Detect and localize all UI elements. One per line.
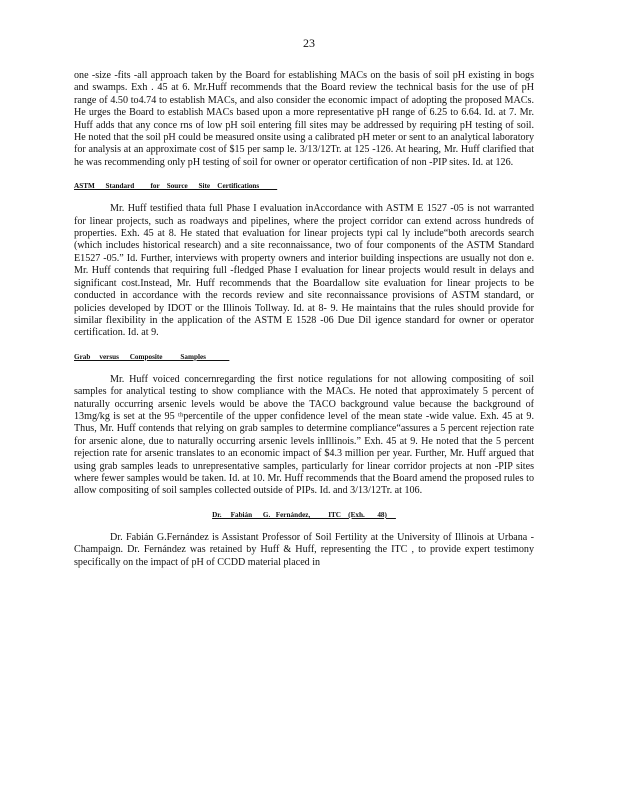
- paragraph-astm: Mr. Huff testified thata full Phase I evaluation inAccordance with ASTM E 1527 -05 is not warranted for linear projects, such as roadways and pipelines, where the project corridor can extend across hundreds of properties. Exh. 45 at 8. He stated that evaluation for linear projects typi cal ly include“both arecords search (which includes historical research) and a site reconnaissance, two of four components of the ASTM Standard E1527 -05.” Id. Further, interviews with property owners and interior building inspections are usually not don e. Mr. Huff contends that requiring full -fledged Phase I evaluation for linear projects would result in delays and significant cost.Instead, Mr. Huff recommends that the Boardallow site evaluation for linear projects to be conducted in accordance with the records review and site reconnaissance provisions of ASTM standard, or policies developed by IDOT or the Illinois Tollway. Id. at 8- 9. He maintains that the rules should provide for similar flexibility in the application of the ASTM E 1528 -06 Due Dil igence standard for owner or operator certification. Id. at 9.: [74, 203, 534, 339]
- section-heading-fernandez: Dr. Fabián G. Fernández, ITC (Exh. 48): [212, 510, 396, 519]
- paragraph-grab-samples: Mr. Huff voiced concernregarding the first notice regulations for not allowing compositing of soil samples for analytical testing to show compliance with the MACs. He noted that approximately 5 percent of naturally occurring arsenic levels would be above the TACO background value because the background of 13mg/kg is set at the 95 ᵗʰpercentile of the upper confidence level of the mean state -wide value. Exh. 45 at 9. Thus, Mr. Huff contends that relying on grab samples to determine compliance“assures a 5 percent rejection rate for arsenic alone, due to naturally occurring arsenic levels inIllinois.” Exh. 45 at 9. He noted that the 5 percent rejection rate for arsenic translates to an economic impact of $4.3 million per year. Further, Mr. Huff argued that using grab samples leads to unrepresentative samples, particularly for linear corridor projects at non -PIP sites where fewer samples would be taken. Id. at 10. Mr. Huff recommends that the Board amend the proposed rules to allow compositing of soil samples collected outside of PIPs. Id. and 3/13/12Tr. at 106.: [74, 373, 534, 497]
- document-body: [74, 70, 534, 569]
- paragraph-ph-range: one -size -fits -all approach taken by the Board for establishing MACs on the basis of soil pH existing in bogs and swamps. Exh . 45 at 6. Mr.Huff recommends that the Board review the technical basis for the use of pH range of 4.50 to4.74 to establish MACs, and also consider the economic impact of adopting the proposed MACs. He urges the Board to establish MACs based upon a more representative pH range of 6.25 to 6.64. Id. at 7. Mr. Huff adds that any conce rns of low pH soil entering fill sites may be addressed by requiring pH testing of soil. He noted that the soil pH could be measured onsite using a calibrated pH meter or sent to an analytical laboratory for analysis at an approximate cost of $15 per samp le. 3/13/12Tr. at 125 -126. At hearing, Mr. Huff clarified that he was recommending only pH testing of soil for owner or operator certification of non -PIP sites. Id. at 126.: [74, 70, 534, 168]
- page-number: 23: [303, 36, 315, 50]
- section-heading-astm: ASTM Standard for Source Site Certifications: [74, 182, 278, 191]
- section-heading-grab-samples: Grab versus Composite Samples: [74, 352, 230, 361]
- paragraph-fernandez: Dr. Fabián G.Fernández is Assistant Professor of Soil Fertility at the University of Illinois at Urbana -Champaign. Dr. Fernández was retained by Huff & Huff, representing the ITC , to provide expert testimony specifically on the impact of pH of CCDD material placed in: [74, 531, 534, 568]
